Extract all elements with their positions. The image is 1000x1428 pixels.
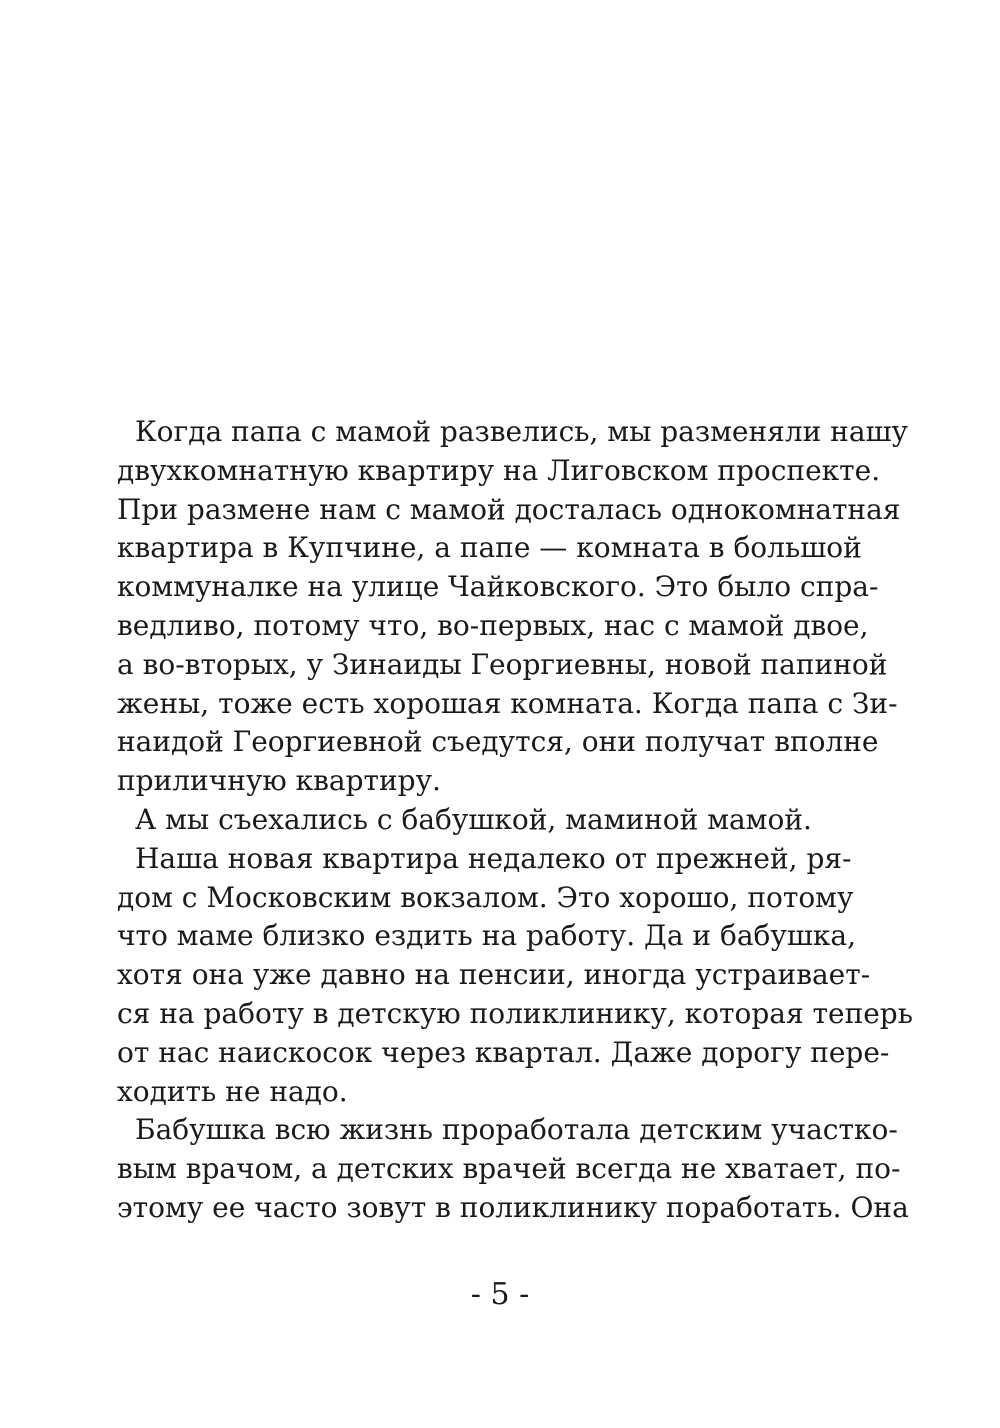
text-line: от нас наискосок через квартал. Даже дорогу пере- (117, 1035, 890, 1069)
text-line: дом с Московским вокзалом. Это хорошо, потому (117, 880, 854, 914)
text-line: что маме близко ездить на работу. Да и бабушка, (117, 919, 856, 953)
text-line: хотя она уже давно на пенсии, иногда устраивает- (117, 958, 871, 992)
text-line: наидой Георгиевной съедутся, они получат вполне (117, 725, 879, 759)
text-line: А мы съехались с бабушкой, маминой мамой. (135, 802, 812, 836)
text-line: коммуналке на улице Чайковского. Это было спра- (117, 570, 879, 604)
text-line: квартира в Купчине, а папе — комната в большой (117, 531, 862, 565)
text-line: вым врачом, а детских врачей всегда не хватает, по- (117, 1152, 901, 1186)
text-line: ся на работу в детскую поликлинику, которая теперь (117, 996, 913, 1030)
page-number: - 5 - (470, 1277, 530, 1312)
text-line: двухкомнатную квартиру на Лиговском проспекте. (117, 453, 881, 487)
text-line: приличную квартиру. (117, 764, 441, 798)
text-line: а во-вторых, у Зинаиды Георгиевны, новой папиной (117, 647, 888, 681)
text-line: Когда папа с мамой развелись, мы разменяли нашу (135, 415, 909, 448)
page-body (117, 413, 913, 1228)
text-line: этому ее часто зовут в поликлинику поработать. Она (117, 1190, 909, 1224)
text-line: Бабушка всю жизнь проработала детским участко- (135, 1113, 898, 1147)
text-line: ведливо, потому что, во-первых, нас с мамой двое, (117, 608, 869, 642)
text-line: жены, тоже есть хорошая комната. Когда папа с Зи- (117, 686, 898, 720)
text-line: Наша новая квартира недалеко от прежней, ря- (135, 841, 852, 875)
text-line: ходить не надо. (117, 1074, 348, 1108)
text-line: При размене нам с мамой досталась однокомнатная (117, 492, 901, 526)
